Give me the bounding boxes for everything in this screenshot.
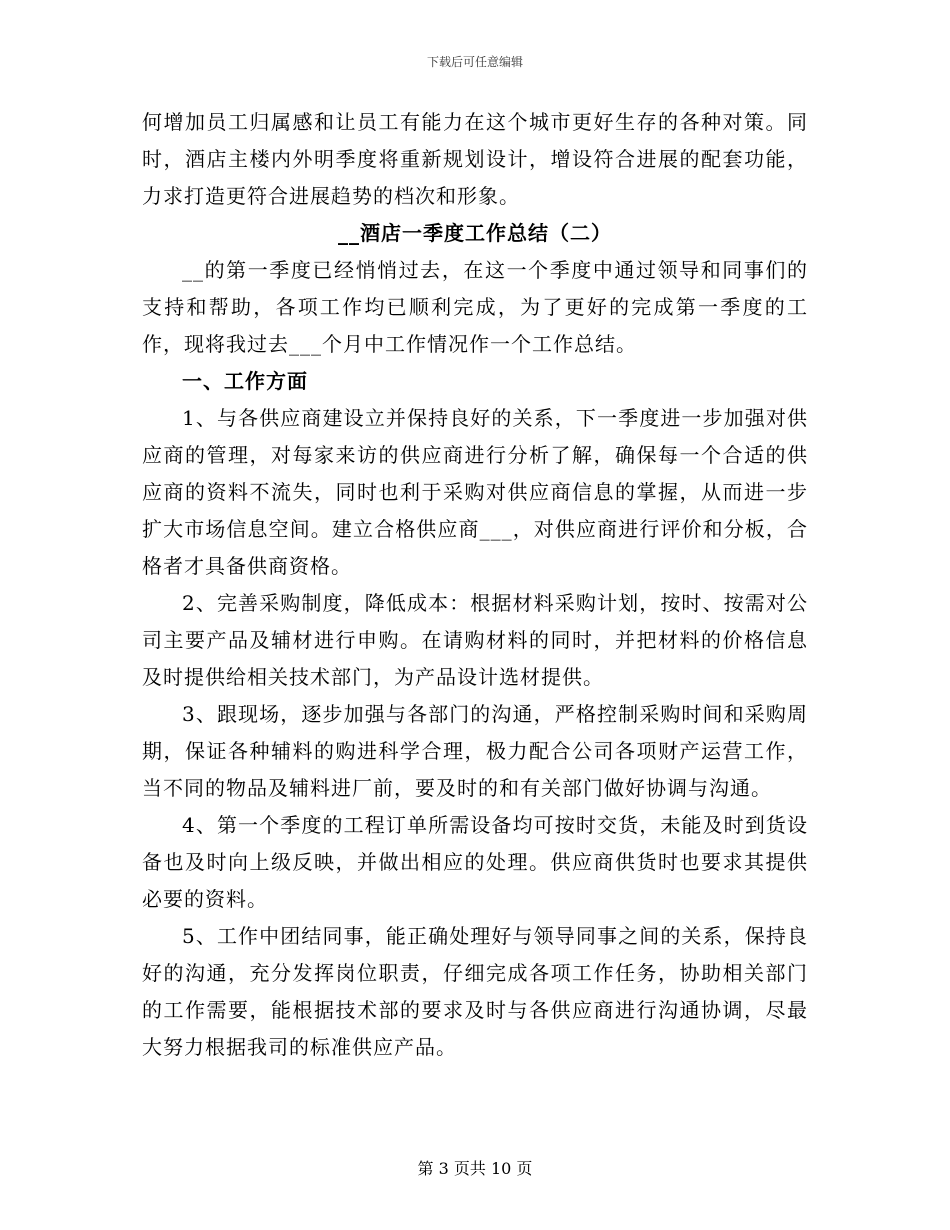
page-header-note: 下载后可任意编辑 (426, 55, 523, 69)
list-item: 5、工作中团结同事，能正确处理好与领导同事之间的关系，保持良好的沟通，充分发挥岗位职责，仔细完成各项工作任务，协助相关部门的工作需要，能根据技术部的要求及时与各供应商进行沟通协调，尽最大努力根据我司的标准供应产品。 (142, 924, 808, 1059)
page-number: 第 3 页共 10 页 (417, 1159, 533, 1178)
list-item: 3、跟现场，逐步加强与各部门的沟通，严格控制采购时间和采购周期，保证各种辅料的购进科学合理，极力配合公司各项财产运营工作，当不同的物品及辅料进厂前，要及时的和有关部门做好协调与沟通。 (142, 702, 808, 800)
list-item: 4、第一个季度的工程订单所需设备均可按时交货，未能及时到货设备也及时向上级反映，并做出相应的处理。供应商供货时也要求其提供必要的资料。 (142, 813, 808, 911)
section-title: __酒店一季度工作总结（二） (338, 221, 612, 245)
intro-paragraph: 何增加员工归属感和让员工有能力在这个城市更好生存的各种对策。同时，酒店主楼内外明季度将重新规划设计，增设符合进展的配套功能，力求打造更符合进展趋势的档次和形象。 (142, 110, 808, 208)
section-heading: 一、工作方面 (182, 369, 308, 393)
opening-paragraph: __的第一季度已经悄悄过去，在这一个季度中通过领导和同事们的支持和帮助，各项工作均已顺利完成，为了更好的完成第一季度的工作，现将我过去___个月中工作情况作一个工作总结。 (142, 258, 808, 356)
document-body (142, 104, 808, 1066)
list-item: 1、与各供应商建设立并保持良好的关系，下一季度进一步加强对供应商的管理，对每家来访的供应商进行分析了解，确保每一个合适的供应商的资料不流失，同时也利于采购对供应商信息的掌握，从而进一步扩大市场信息空间。建立合格供应商___，对供应商进行评价和分板，合格者才具备供商资格。 (142, 406, 808, 578)
list-item: 2、完善采购制度，降低成本：根据材料采购计划，按时、按需对公司主要产品及辅材进行申购。在请购材料的同时，并把材料的价格信息及时提供给相关技术部门，为产品设计选材提供。 (142, 591, 808, 689)
